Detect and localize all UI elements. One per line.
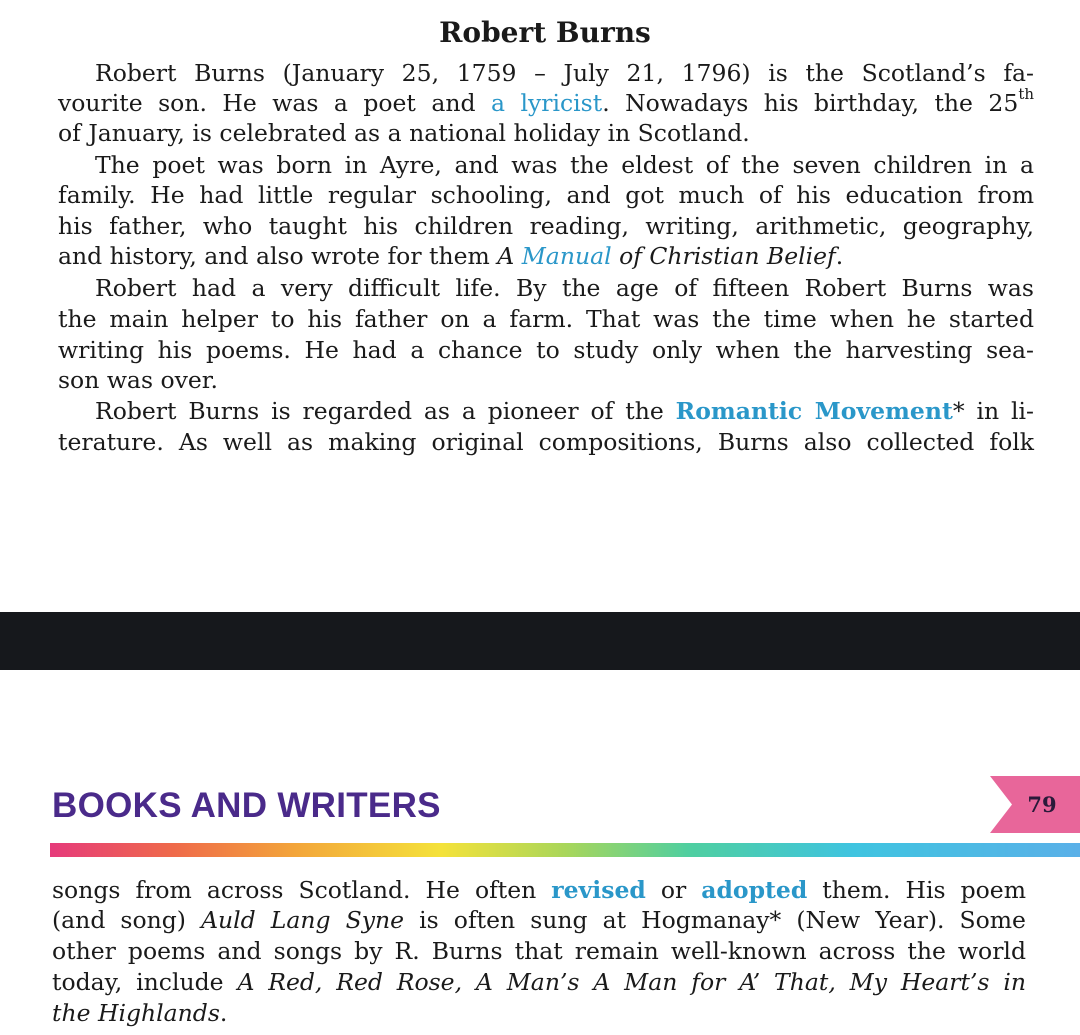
page-number: 79 [1027,792,1057,817]
paragraph-2-line-1: The poet was born in Ayre, and was the eldest of the seven children in a [95,151,1034,179]
italic-text: Auld Lang Syne [201,906,405,934]
superscript: th [1018,85,1035,104]
continued-line-3: other poems and songs by R. Burns that remain well-known across the world [52,937,1026,965]
text-span: or [660,876,687,904]
paragraph-3-line-3: writing his poems. He had a chance to study only when the harvesting sea- [58,336,1034,364]
paragraph-3-line-4: son was over. [58,366,218,394]
text-span: is often sung at Hogmanay* (New Year). Some [419,906,1026,934]
text-span: vourite son. He was a poet and [58,89,476,117]
paragraph-4-line-2: terature. As well as making original compositions, Burns also collected folk [58,428,1034,456]
text-span: . [219,999,228,1027]
text-span: them. His poem [822,876,1026,904]
page-separator [0,612,1080,670]
section-header: BOOKS AND WRITERS [52,786,441,825]
text-span: . [835,242,844,270]
italic-text: the Highlands [52,999,220,1027]
continued-line-2 [52,905,1026,936]
article-title: Robert Burns [439,16,651,49]
text-span: songs from across Scotland. He often [52,876,537,904]
text-span: * in li- [952,397,1034,425]
rainbow-divider [50,843,1080,857]
italic-text: A Red, Red Rose, A Man’s A Man for A’ That, My Heart’s in [237,968,1026,996]
paragraph-1-line-1: Robert Burns (January 25, 1759 – July 21, 1796) is the Scotland’s fa- [95,59,1034,87]
glossary-link-manual[interactable]: Manual [521,242,612,270]
continued-line-5 [52,998,227,1029]
paragraph-2-line-4 [58,241,843,271]
glossary-link-adopted[interactable]: adopted [701,876,808,904]
glossary-link-revised[interactable]: revised [551,876,646,904]
paragraph-4-line-1 [95,396,1034,426]
text-span: . Nowadays his birthday, the 25 [602,89,1019,117]
paragraph-2-line-3: his father, who taught his children reading, writing, arithmetic, geography, [58,212,1034,240]
paragraph-1-line-3: of January, is celebrated as a national holiday in Scotland. [58,119,750,147]
text-span: (and song) [52,906,186,934]
glossary-link-romantic-movement[interactable]: Romantic Movement [675,397,953,425]
glossary-link-lyricist[interactable]: a lyricist [491,89,603,117]
paragraph-3-line-1: Robert had a very difficult life. By the age of fifteen Robert Burns was [95,274,1034,302]
continued-line-1 [52,875,1026,906]
italic-text: of Christian Belief [619,242,836,270]
continued-line-4 [52,967,1026,998]
text-span: today, include [52,968,224,996]
paragraph-1-line-2 [58,85,1035,118]
paragraph-3-line-2: the main helper to his father on a farm. That was the time when he started [58,305,1034,333]
text-span: and history, and also wrote for them [58,242,490,270]
text-span: Robert Burns is regarded as a pioneer of the [95,397,664,425]
paragraph-2-line-2: family. He had little regular schooling, and got much of his education from [58,181,1034,209]
italic-text: A [497,242,515,270]
